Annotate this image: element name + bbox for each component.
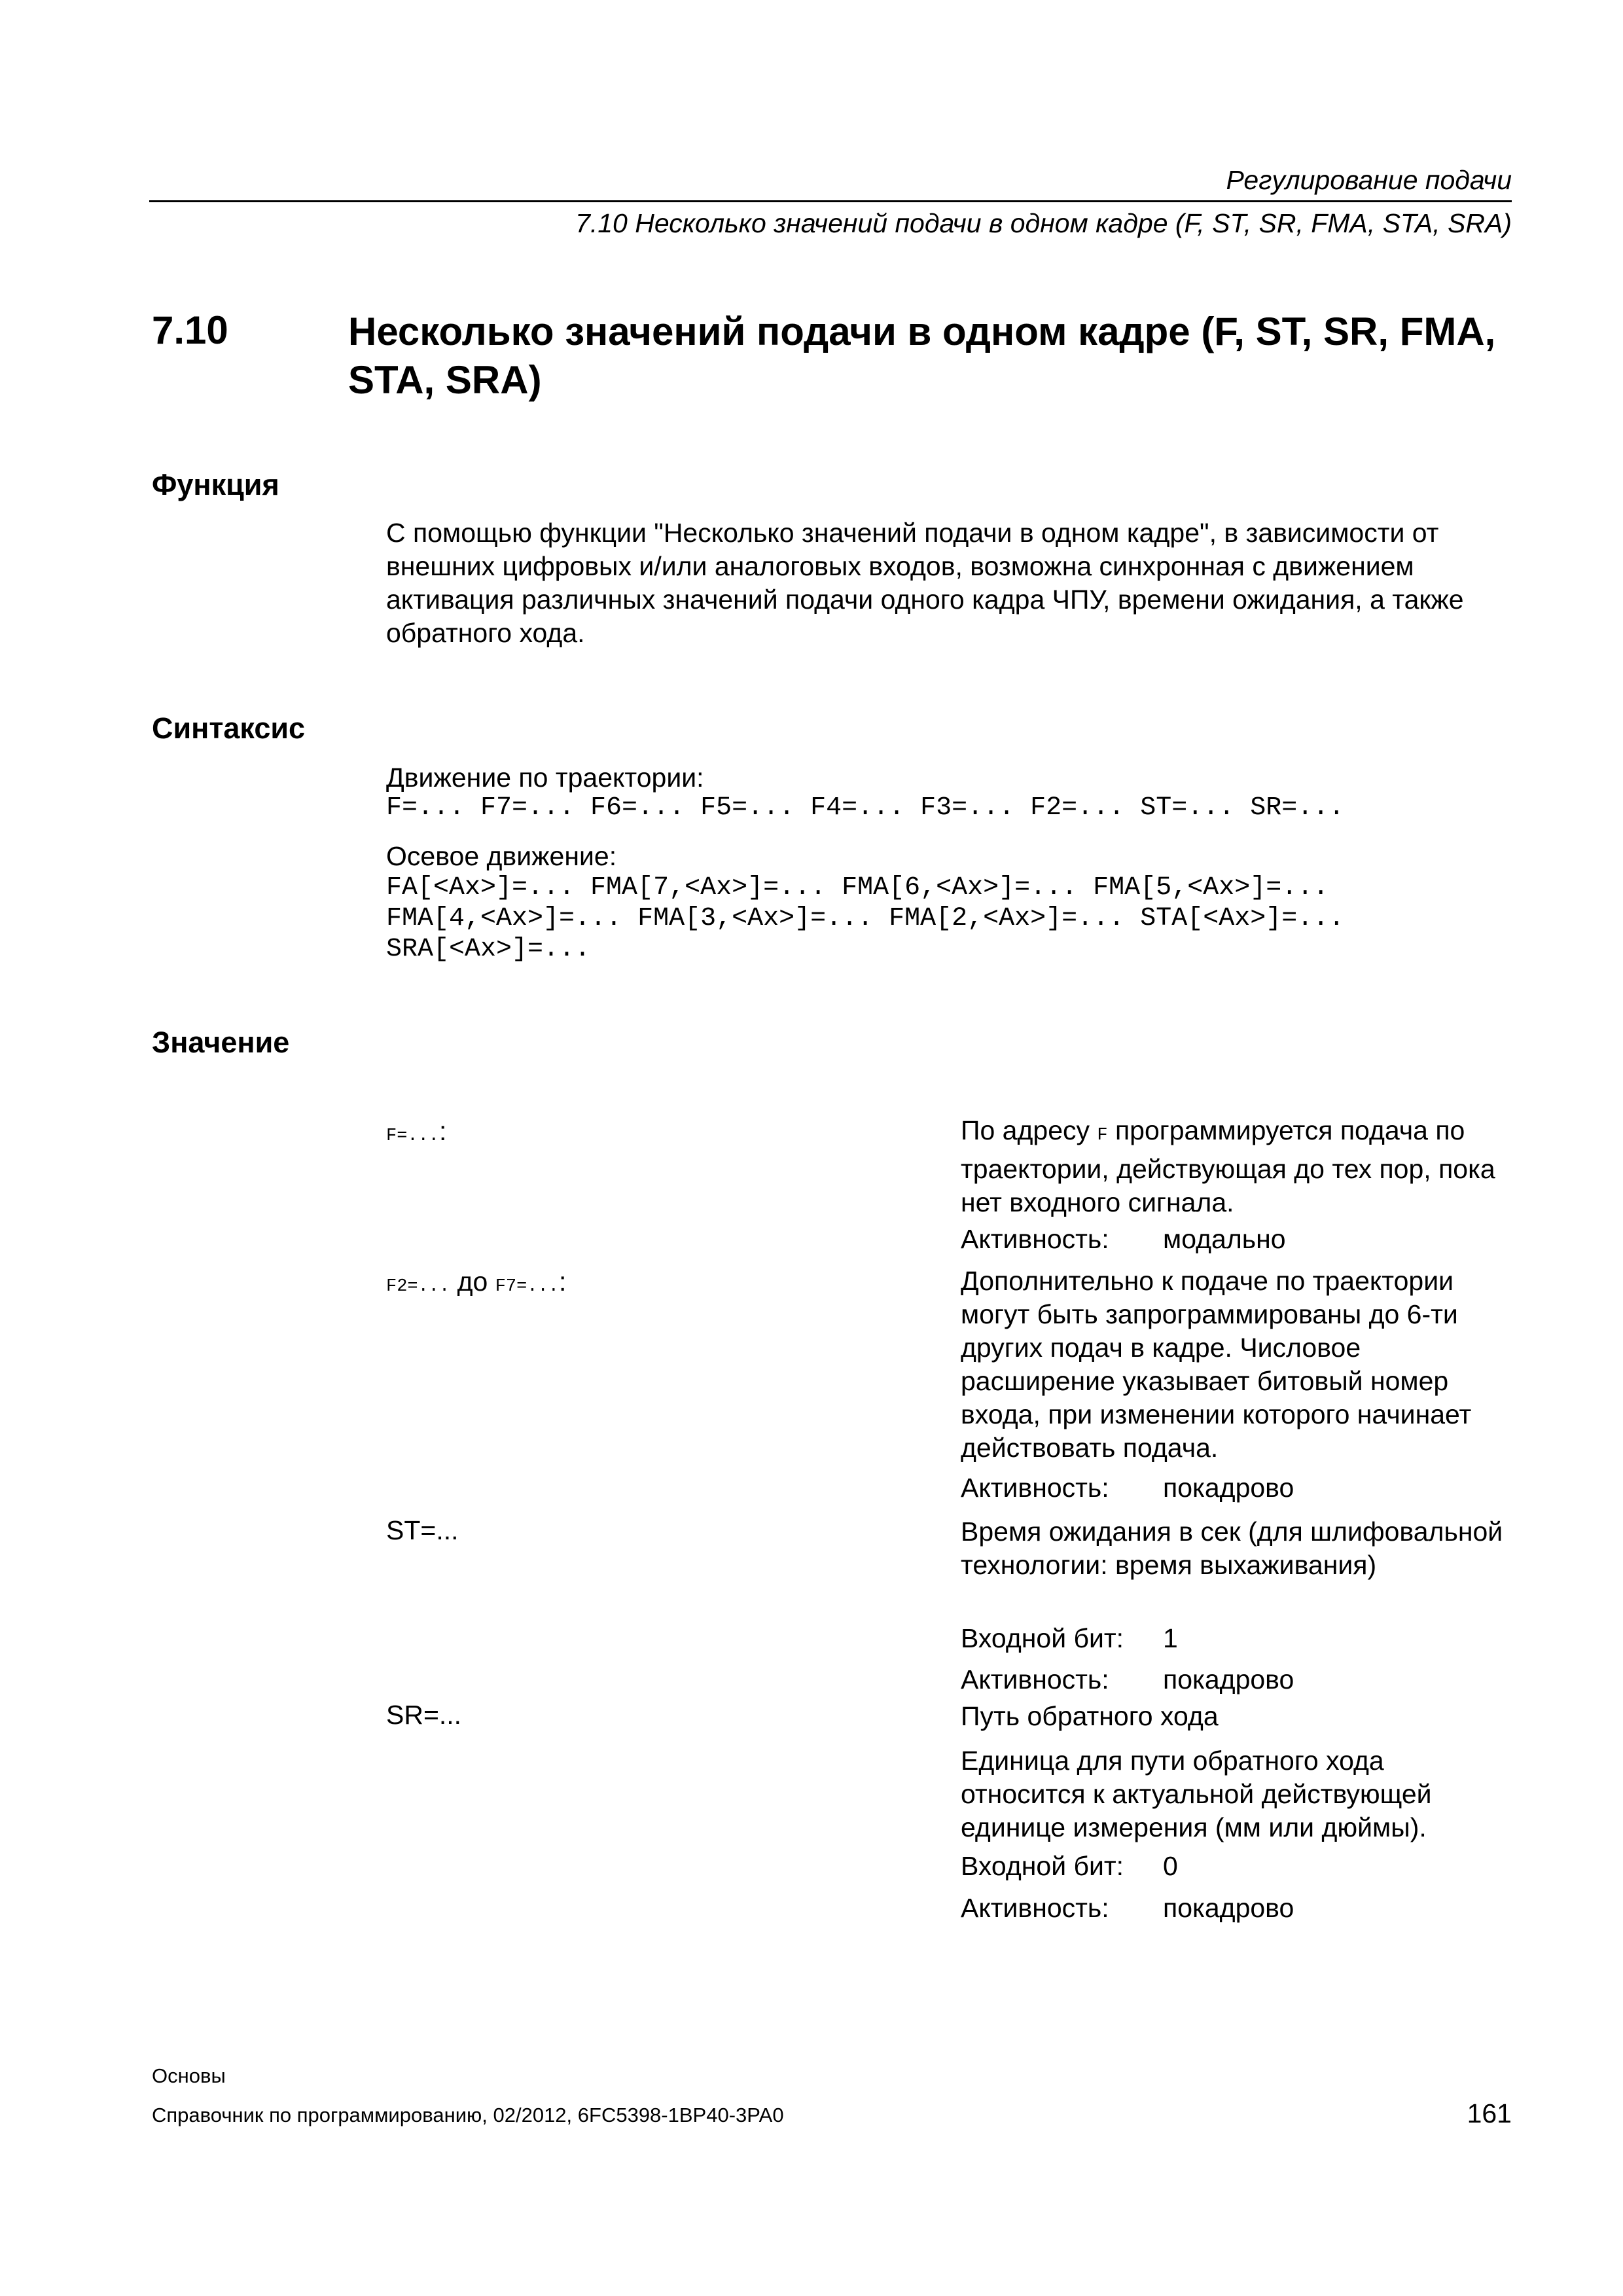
term-sr: SR=... [386,1700,462,1730]
term-f [386,1116,446,1147]
sr-activity-label: Активность: [961,1893,1109,1923]
function-text: С помощью функции "Несколько значений подачи в одном кадре", в зависимости от внешних цифровых и/или аналоговых входов, возможна синхронная с движением активация различных значений подачи одного кадра ЧПУ, времени ожидания, а также обратного хода. [386,518,1464,648]
syntax-path-code: F=... F7=... F6=... F5=... F4=... F3=... F2=... ST=... SR=... [386,793,1345,823]
desc-f-post: программируется подача по траектории, действующая до тех пор, пока нет входного сигнала. [961,1115,1495,1217]
term-f2-f7 [386,1266,566,1297]
f-activity-label: Активность: [961,1224,1109,1254]
st-bit-value: 1 [1163,1623,1178,1653]
sr-bit-value: 0 [1163,1851,1178,1881]
desc-f-pre: По адресу [961,1115,1097,1145]
f-activity-value: модально [1163,1224,1286,1254]
f2-f7-activity-value: покадрово [1163,1473,1294,1503]
section-title: Несколько значений подачи в одном кадре (F, ST, SR, FMA, STA, SRA) [348,310,1496,402]
desc-f-code: F [1097,1126,1108,1145]
term-f2-f7-suffix: : [558,1266,567,1297]
footer-line-1: Основы [152,2064,226,2087]
term-f-suffix: : [439,1116,447,1146]
st-activity-label: Активность: [961,1664,1109,1695]
syntax-axis-code-line-1: FA[<Ax>]=... FMA[7,<Ax>]=... FMA[6,<Ax>]=... FMA[5,<Ax>]=... [386,873,1329,903]
desc-f2-f7: Дополнительно к подаче по траектории могут быть запрограммированы до 6-ти других подач в кадре. Числовое расширение указывает битовый номер входа, при изменении которого начинает действовать подача. [961,1266,1472,1463]
desc-st: Время ожидания в сек (для шлифовальной технологии: время выхаживания) [961,1516,1503,1580]
page-number: 161 [1467,2098,1512,2128]
syntax-heading: Синтаксис [152,711,306,745]
term-f7-code: F7=... [495,1277,559,1297]
running-header-section: 7.10 Несколько значений подачи в одном кадре (F, ST, SR, FMA, STA, SRA) [575,208,1512,238]
term-f2-code: F2=... [386,1277,450,1297]
f2-f7-activity-label: Активность: [961,1473,1109,1503]
desc-sr-2: Единица для пути обратного хода относится к актуальной действующей единице измерения (мм или дюймы). [961,1746,1432,1842]
st-activity-value: покадрово [1163,1664,1294,1695]
section-number: 7.10 [152,308,228,352]
header-rule [149,200,1512,202]
meaning-heading: Значение [152,1026,290,1059]
desc-sr: Путь обратного хода [961,1701,1219,1731]
function-heading: Функция [152,468,279,501]
term-st: ST=... [386,1515,459,1545]
desc-f [961,1114,1510,1219]
syntax-axis-code-line-2: FMA[4,<Ax>]=... FMA[3,<Ax>]=... FMA[2,<Ax>]=... STA[<Ax>]=... [386,904,1345,933]
syntax-axis-code-line-3: SRA[<Ax>]=... [386,935,591,964]
running-header-chapter: Регулирование подачи [1226,165,1512,195]
syntax-axis-label: Осевое движение: [386,841,617,871]
term-f2-f7-word: до [450,1266,495,1297]
sr-bit-label: Входной бит: [961,1851,1124,1881]
sr-activity-value: покадрово [1163,1893,1294,1923]
st-bit-label: Входной бит: [961,1623,1124,1653]
footer-line-2: Справочник по программированию, 02/2012, 6FC5398-1BP40-3PA0 [152,2104,784,2126]
term-f-code: F=... [386,1126,440,1146]
syntax-path-label: Движение по траектории: [386,762,704,793]
